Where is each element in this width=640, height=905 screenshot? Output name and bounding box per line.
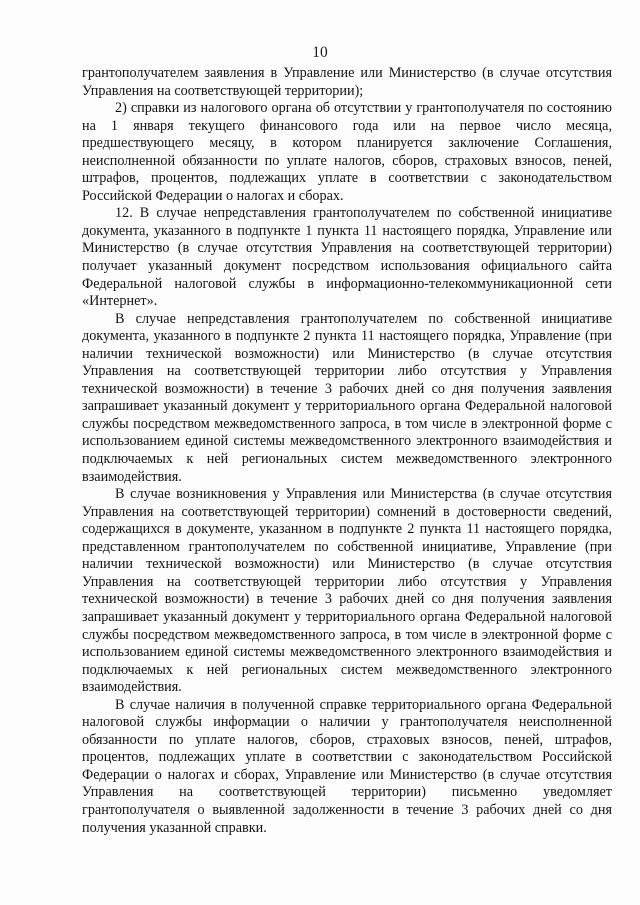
paragraph-tax-certificate: 2) справки из налогового органа об отсутствии у грантополучателя по состоянию на 1 января текущего финансового года или на первое число месяца, предшествующего месяцу, в котором планируется заключение Соглашения, неисполненной обязанности по уплате налогов, сборов, страховых взносов, пеней, штрафов, процентов, подлежащих уплате в соответствии с законодательством Российской Федерации о налогах и сборах. xyxy=(82,100,612,204)
page-number: 10 xyxy=(312,44,328,61)
paragraph-interagency-request: В случае непредставления грантополучателем по собственной инициативе документа, указанного в подпункте 2 пункта 11 настоящего порядка, Управление (при наличии технической возможности) или Министерство (в случае отсутствия Управления на соответствующей территории либо отсутствия у Управления технической возможности) в течение 3 рабочих дней со дня получения заявления запрашивает указанный документ у территориального органа Федеральной налоговой службы посредством межведомственного запроса, в том числе в электронной форме с использованием единой системы межведомственного электронного взаимодействия и подключаемых к ней региональных систем межведомственного электронного взаимодействия. xyxy=(82,310,612,485)
paragraph-section-12: 12. В случае непредставления грантополучателем по собственной инициативе документа, указанного в подпункте 1 пункта 11 настоящего порядка, Управление или Министерство (в случае отсутствия Управления на соответствующей территории) получает указанный документ посредством использования официального сайта Федеральной налоговой службы в информационно-телекоммуникационной сети «Интернет». xyxy=(82,205,612,310)
paragraph-doubts-verification: В случае возникновения у Управления или Министерства (в случае отсутствия Управления на соответствующей территории) сомнений в достоверности сведений, содержащихся в документе, указанном в подпункте 2 пункта 11 настоящего порядка, представленном грантополучателем по собственной инициативе, Управление (при наличии технической возможности) или Министерство (в случае отсутствия Управления на соответствующей территории либо отсутствия у Управления технической возможности) в течение 3 рабочих дней со дня получения заявления запрашивает указанный документ у территориального органа Федеральной налоговой службы посредством межведомственного запроса, в том числе в электронной форме с использованием единой системы межведомственного электронного взаимодействия и подключаемых к ней региональных систем межведомственного электронного взаимодействия. xyxy=(82,486,612,696)
paragraph-continuation: грантополучателем заявления в Управление или Министерство (в случае отсутствия Управления на соответствующей территории); xyxy=(82,65,612,99)
paragraph-debt-notification: В случае наличия в полученной справке территориального органа Федеральной налоговой службы информации о наличии у грантополучателя неисполненной обязанности по уплате налогов, сборов, страховых взносов, пеней, штрафов, процентов, подлежащих уплате в соответствии с законодательством Российской Федерации о налогах и сборах, Управление или Министерство (в случае отсутствия Управления на соответствующей территории) письменно уведомляет грантополучателя о выявленной задолженности в течение 3 рабочих дней со дня получения указанной справки. xyxy=(82,696,612,836)
document-body xyxy=(82,65,612,837)
